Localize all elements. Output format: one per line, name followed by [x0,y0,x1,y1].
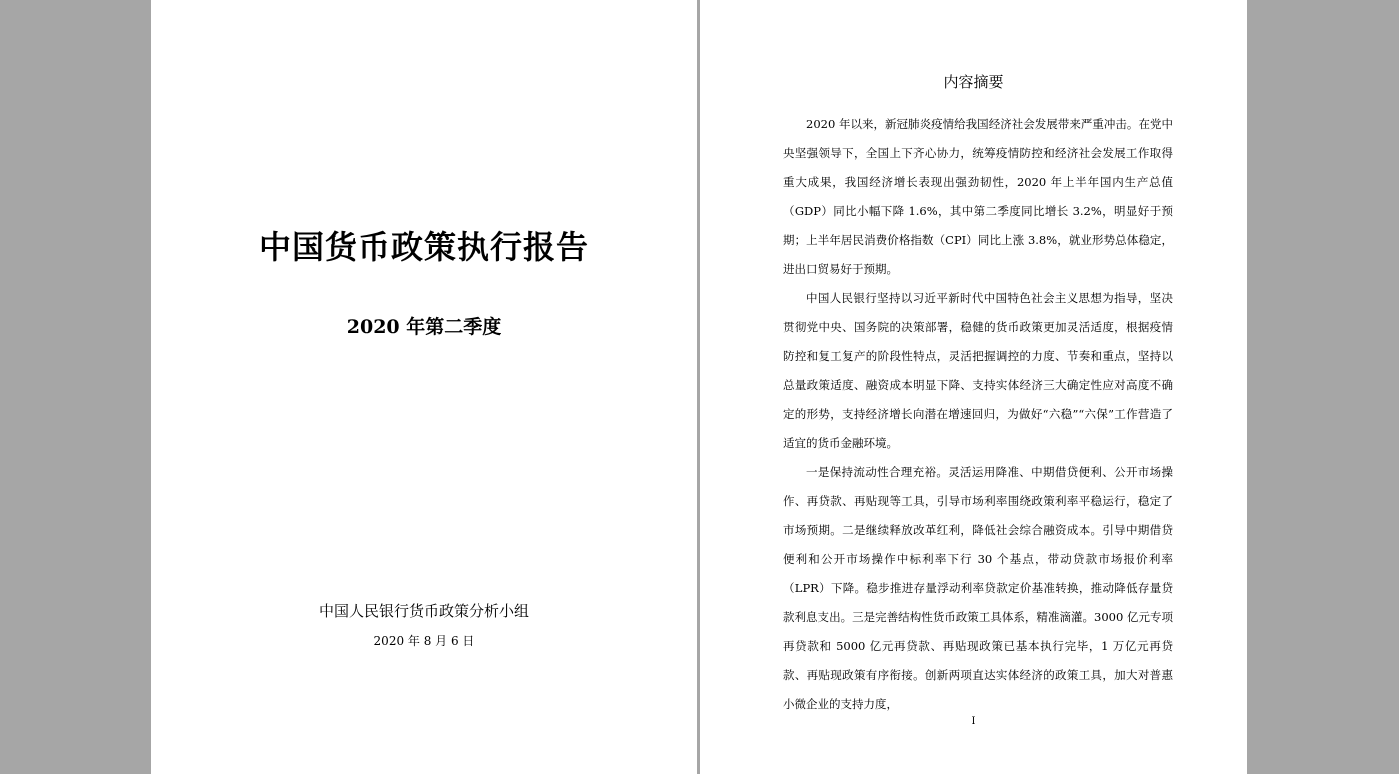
summary-page [700,0,1247,774]
report-organization: 中国人民银行货币政策分析小组 [318,602,529,620]
report-date: 2020 年 8 月 6 日 [373,634,475,648]
summary-heading: 内容摘要 [943,73,1004,91]
cover-page [151,0,697,774]
summary-paragraph: 中国人民银行坚持以习近平新时代中国特色社会主义思想为指导，坚决贯彻党中央、国务院的决策部署，稳健的货币政策更加灵活适度，根据疫情防控和复工复产的阶段性特点，灵活把握调控的力度、节奏和重点，坚持以总量政策适度、融资成本明显下降、支持实体经济三大确定性应对高度不确定的形势，支持经济增长向潜在增速回归，为做好“六稳”“六保”工作营造了适宜的货币金融环境。 [783,291,1173,450]
report-period: 2020 年第二季度 [346,316,502,338]
page-number: I [971,716,976,727]
report-title: 中国货币政策执行报告 [258,228,589,266]
summary-paragraph: 一是保持流动性合理充裕。灵活运用降准、中期借贷便利、公开市场操作、再贷款、再贴现等工具，引导市场利率围绕政策利率平稳运行，稳定了市场预期。二是继续释放改革红利，降低社会综合融资成本。引导中期借贷便利和公开市场操作中标利率下行 30 个基点，带动贷款市场报价利率（LPR）下降。稳步推进存量浮动利率贷款定价基准转换，推动降低存量贷款利息支出。三是完善结构性货币政策工具体系，精准滴灌。3000 亿元专项再贷款和 5000 亿元再贷款、再贴现政策已基本执行完毕，1 万亿元再贷款、再贴现政策有序衔接。创新两项直达实体经济的政策工具，加大对普惠小微企业的支持力度， [783,465,1173,711]
summary-paragraph: 2020 年以来，新冠肺炎疫情给我国经济社会发展带来严重冲击。在党中央坚强领导下，全国上下齐心协力，统筹疫情防控和经济社会发展工作取得重大成果，我国经济增长表现出强劲韧性，2020 年上半年国内生产总值（GDP）同比小幅下降 1.6%，其中第二季度同比增长 3.2%，明显好于预期；上半年居民消费价格指数（CPI）同比上涨 3.8%，就业形势总体稳定，进出口贸易好于预期。 [783,117,1173,276]
summary-body [783,110,1173,719]
